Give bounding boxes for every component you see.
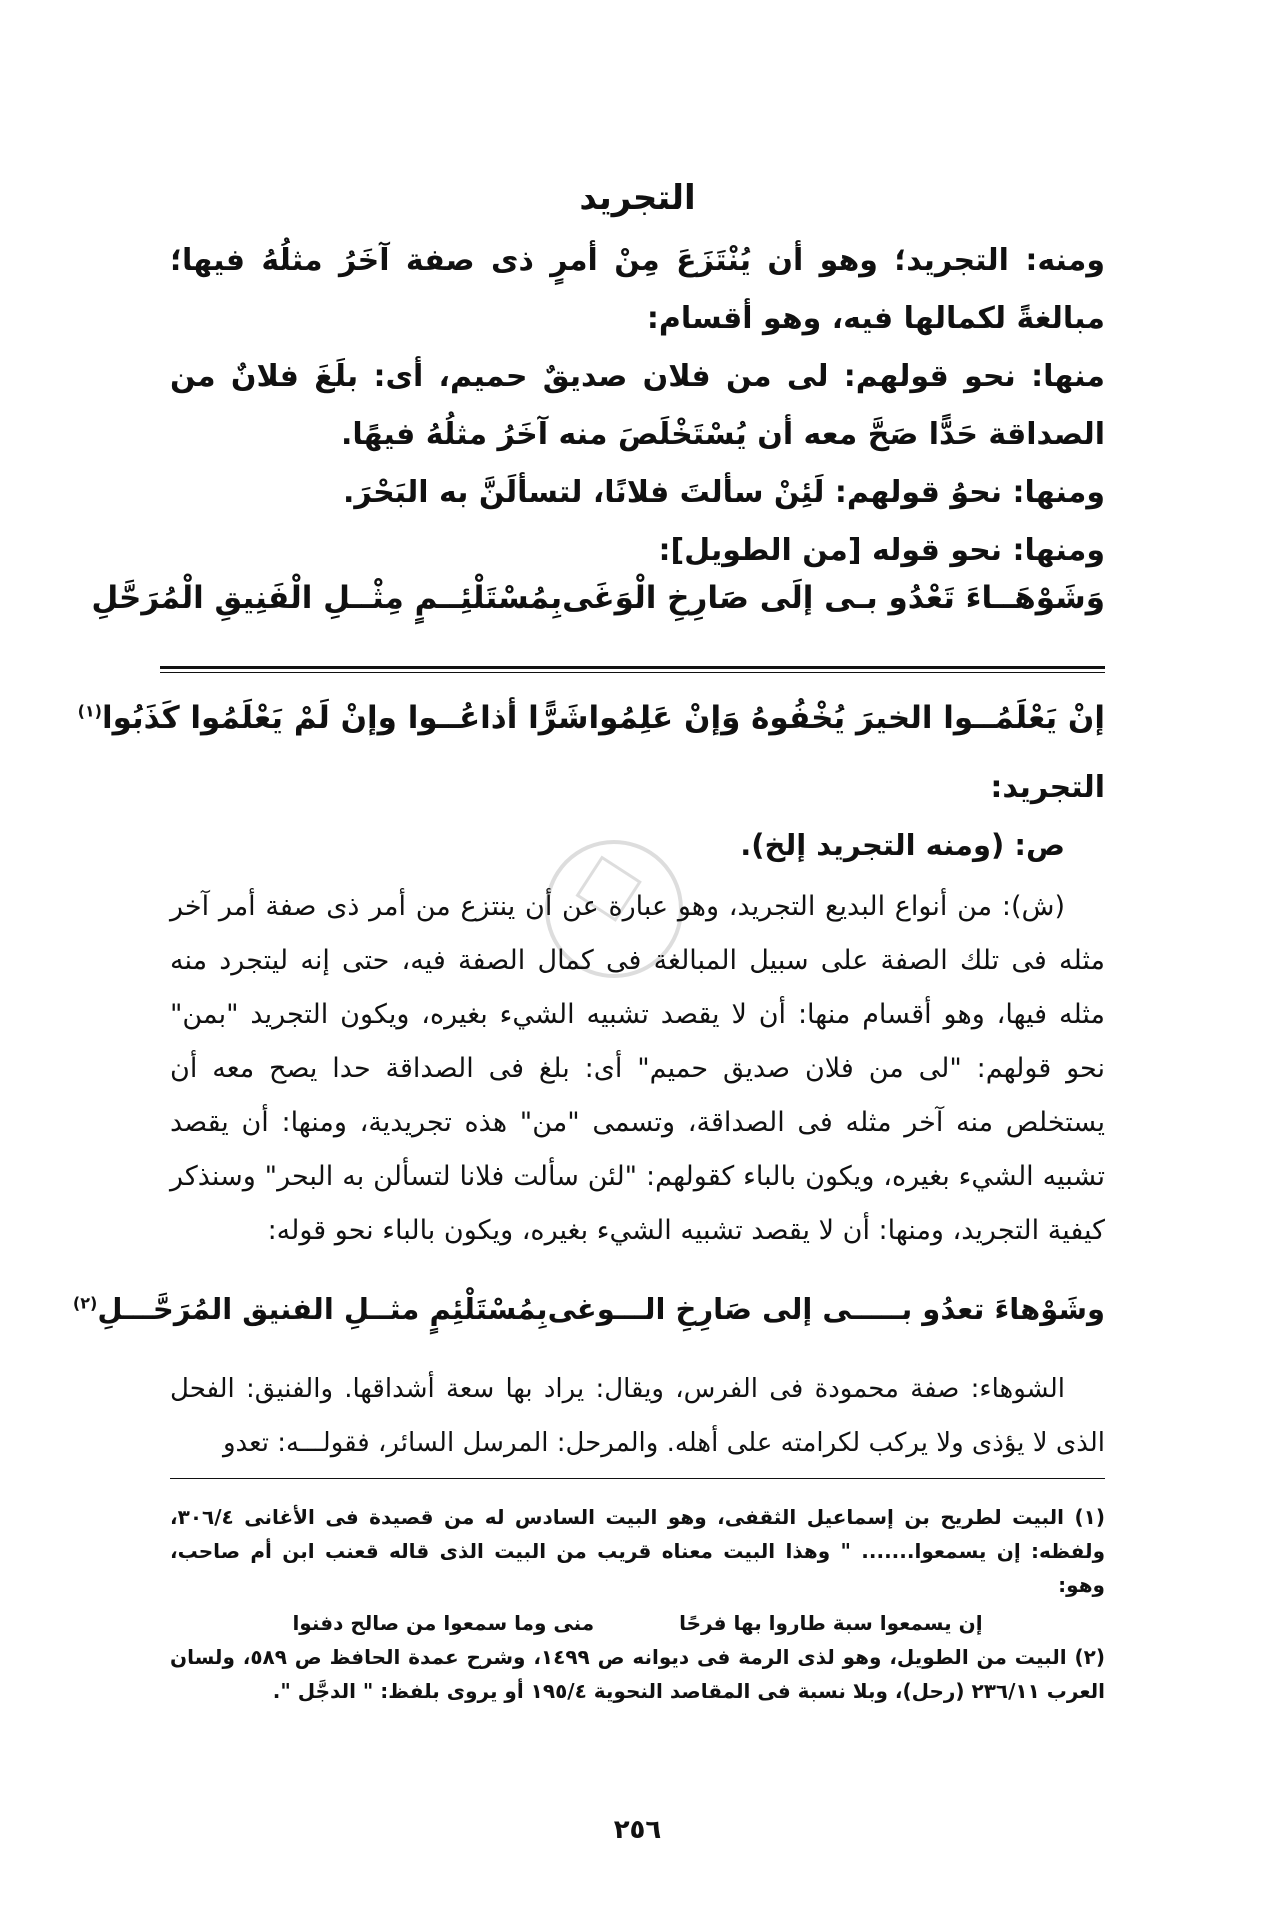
section-divider (160, 666, 1105, 669)
footnote-marker[interactable]: (٢) (72, 1293, 98, 1313)
footnotes (170, 1500, 1105, 1712)
verse-text: شَرًّا أذاعُــوا وإنْ لَمْ يَعْلَمُوا كَذَبُوا (101, 700, 589, 736)
verse-first-hemistich: إنْ يَعْلَمُــوا الخيرَ يُخْفُوهُ وَإنْ عَلِمُوا (588, 700, 1105, 736)
section-heading: التجريد: (990, 770, 1105, 805)
page-title: التجريد (579, 178, 696, 218)
matn-paragraph: ومنها: نحوُ قولهم: لَئِنْ سألتَ فلانًا، لتسألَنَّ به البَحْرَ. (343, 475, 1105, 510)
matn-paragraph: ومنه: التجريد؛ وهو أن يُنْتَزَعَ مِنْ أمرٍ ذى صفة آخَرُ مثلُهُ فيها؛ مبالغةً لكمالها فيه، وهو أقسام: (170, 243, 1105, 336)
verse-second-hemistich (78, 700, 589, 736)
matn-paragraph: ومنها: نحو قوله [من الطويل]: (658, 533, 1105, 568)
poem-verse (77, 700, 1105, 736)
footnote: (١) البيت لطريح بن إسماعيل الثقفى، وهو البيت السادس له من قصيدة فى الأغانى ٣٠٦/٤، ولفظه: إن يسمعوا....... " وهذا البيت معناه قريب من البيت الذى قاله قعنب ابن أم صاحب، وهو: (170, 1505, 1105, 1597)
verse-second-hemistich: منى وما سمعوا من صالح دفنوا (292, 1611, 595, 1635)
verse-first-hemistich: إن يسمعوا سبة طاروا بها فرحًا (679, 1611, 983, 1635)
verse-first-hemistich: وَشَوْهَــاءَ تَعْدُو بـى إلَى صَارِخِ الْوَغَى (562, 580, 1105, 616)
matn-text (170, 232, 1105, 580)
commentary-paragraph: (ش): من أنواع البديع التجريد، وهو عبارة عن أن ينتزع من أمر ذى صفة أمر آخر مثله فى تلك الصفة على سبيل المبالغة فى كمال الصفة فيه، حتى إنه ليتجرد منه مثله فيها، وهو أقسام منها: أن لا يقصد تشبيه الشيء بغيره، ويكون التجريد "بمن" نحو قولهم: "لى من فلان صديق حميم" أى: بلغ فى الصداقة حدا يصح معه أن يستخلص منه آخر مثله فى الصداقة، وتسمى "من" هذه تجريدية، ومنها: أن يقصد تشبيه الشيء بغيره، ويكون بالباء كقولهم: "لئن سألت فلانا لتسألن به البحر" وسنذكر كيفية التجريد، ومنها: أن لا يقصد تشبيه الشيء بغيره، ويكون بالباء نحو قوله: (170, 891, 1105, 1246)
matn-paragraph: منها: نحو قولهم: لى من فلان صديقٌ حميم، أى: بلَغَ فلانٌ من الصداقة حَدًّا صَحَّ معه أن يُسْتَخْلَصَ منه آخَرُ مثلُهُ فيهًا. (170, 359, 1105, 452)
verse-text: بِمُسْتَلْئِمٍ مثــلِ الفنيق المُرَحَّـــلِ (97, 1292, 548, 1326)
verse-first-hemistich: وشَوْهاءَ تعدُو بـــــى إلى صَارِخِ الـــوغى (547, 1292, 1105, 1326)
footnote-marker[interactable]: (١) (77, 701, 102, 721)
quoted-matn: ص: (ومنه التجريد إلخ). (740, 828, 1065, 862)
verse-second-hemistich (73, 1292, 548, 1326)
page-number: ٢٥٦ (613, 1815, 662, 1845)
poem-verse (91, 580, 1105, 616)
gloss-paragraph: الشوهاء: صفة محمودة فى الفرس، ويقال: يراد بها سعة أشداقها. والفنيق: الفحل الذى لا يؤذى ولا يركب لكرامته على أهله. والمرحل: المرسل السائر، فقولـــه: تعدو (170, 1374, 1105, 1458)
footnote-verse (170, 1606, 1105, 1640)
gloss-text (170, 1362, 1105, 1479)
verse-second-hemistich: بِمُسْتَلْئِــمٍ مِثْــلِ الْفَنِيقِ الْمُرَحَّلِ (91, 580, 563, 616)
footnote: (٢) البيت من الطويل، وهو لذى الرمة فى ديوانه ص ١٤٩٩، وشرح عمدة الحافظ ص ٥٨٩، ولسان العرب ٢٣٦/١١ (رحل)، وبلا نسبة فى المقاصد النحوية ١٩٥/٤ أو يروى بلفظ: " الدجَّل ". (170, 1645, 1105, 1703)
section-divider (160, 672, 1105, 673)
poem-verse (72, 1292, 1105, 1326)
commentary-text (170, 880, 1105, 1258)
